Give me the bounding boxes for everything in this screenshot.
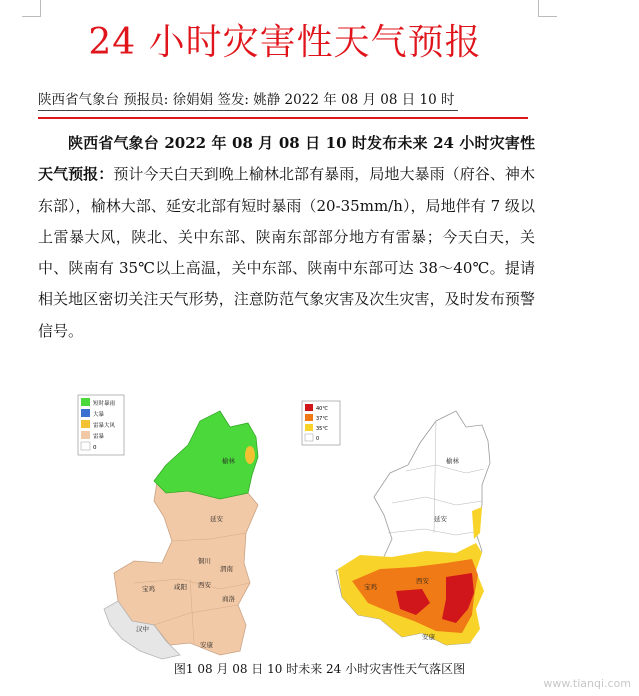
city-shangluo: 商洛 [222,595,235,603]
issuer-text: 陕西省气象台 预报员: 徐娟娟 签发: 姚静 2022 年 08 月 08 日 10 时 [38,92,455,108]
city-weinan: 渭南 [220,565,233,573]
city-baoji: 宝鸡 [142,585,155,593]
issuer-line [38,88,454,108]
temperature-map-svg [296,393,506,663]
city-xianyang: 咸阳 [174,583,187,591]
red-divider [38,117,528,119]
hazard-map [70,393,305,663]
temperature-map [296,393,506,663]
temp-city-ankang: 安康 [422,633,435,641]
legend-swatch-0 [81,398,90,406]
issuer-underline [38,110,458,111]
legend-swatch-3 [81,431,90,439]
city-ankang: 安康 [200,641,213,649]
temp-legend-swatch-0 [305,404,313,411]
forecast-paragraph [38,128,535,347]
hazard-map-svg [70,393,305,663]
legend-label-2: 雷暴大风 [93,423,116,429]
watermark: www.tianqi.com [543,677,631,690]
legend-swatch-1 [81,409,90,417]
legend-label-1: 大暴 [93,412,105,418]
hazard-legend [78,395,124,455]
forecast-text: 预计今天白天到晚上榆林北部有暴雨，局地大暴雨（府谷、神木东部），榆林大部、延安北部有短时暴雨（20-35mm/h），局地伴有 7 级以上雷暴大风，陕北、关中东部、陕南东部部分地方有雷暴；今天白天，关中、陕南有 35℃以上高温，关中东部、陕南中东部可达 38～40℃。提请相关地区密切关注天气形势，注意防范气象灾害及次生灾害，及时发布预警信号。 [38,165,535,340]
forecast-lead: 陕西省气象台 2022 年 08 月 08 日 10 时发布未来 24 小时灾害性天气预报： [38,134,535,184]
temp-legend-label-2: 35℃ [316,426,328,432]
temp-legend-swatch-2 [305,424,313,431]
temp-city-xian: 西安 [416,577,429,585]
temp-legend-swatch-1 [305,414,313,421]
legend-label-4: 0 [93,445,97,451]
document-title: 24 小时灾害性天气预报 [88,22,482,63]
city-yanan: 延安 [210,515,223,523]
city-xian: 西安 [198,581,211,589]
figure-caption: 图1 08 月 08 日 10 时未来 24 小时灾害性天气落区图 [173,662,466,676]
temperature-legend [302,401,340,445]
legend-swatch-4 [81,442,90,450]
thunder-gale-spot [245,446,255,464]
temp-legend-label-1: 37℃ [316,416,328,422]
temp-city-yulin: 榆林 [446,457,459,465]
city-yulin: 榆林 [222,457,235,465]
city-tongchuan: 铜川 [198,557,211,565]
temp-legend-label-0: 40℃ [316,406,328,412]
short-heavy-rain-region [154,411,258,499]
legend-swatch-2 [81,420,90,428]
temp-legend-swatch-3 [305,434,313,441]
legend-label-0: 短时暴雨 [93,401,116,407]
legend-label-3: 雷暴 [93,434,105,440]
temp-city-baoji: 宝鸡 [364,583,377,591]
temp-legend-label-3: 0 [316,436,320,442]
city-hanzhong: 汉中 [136,625,149,633]
temp-city-yanan: 延安 [434,515,447,523]
